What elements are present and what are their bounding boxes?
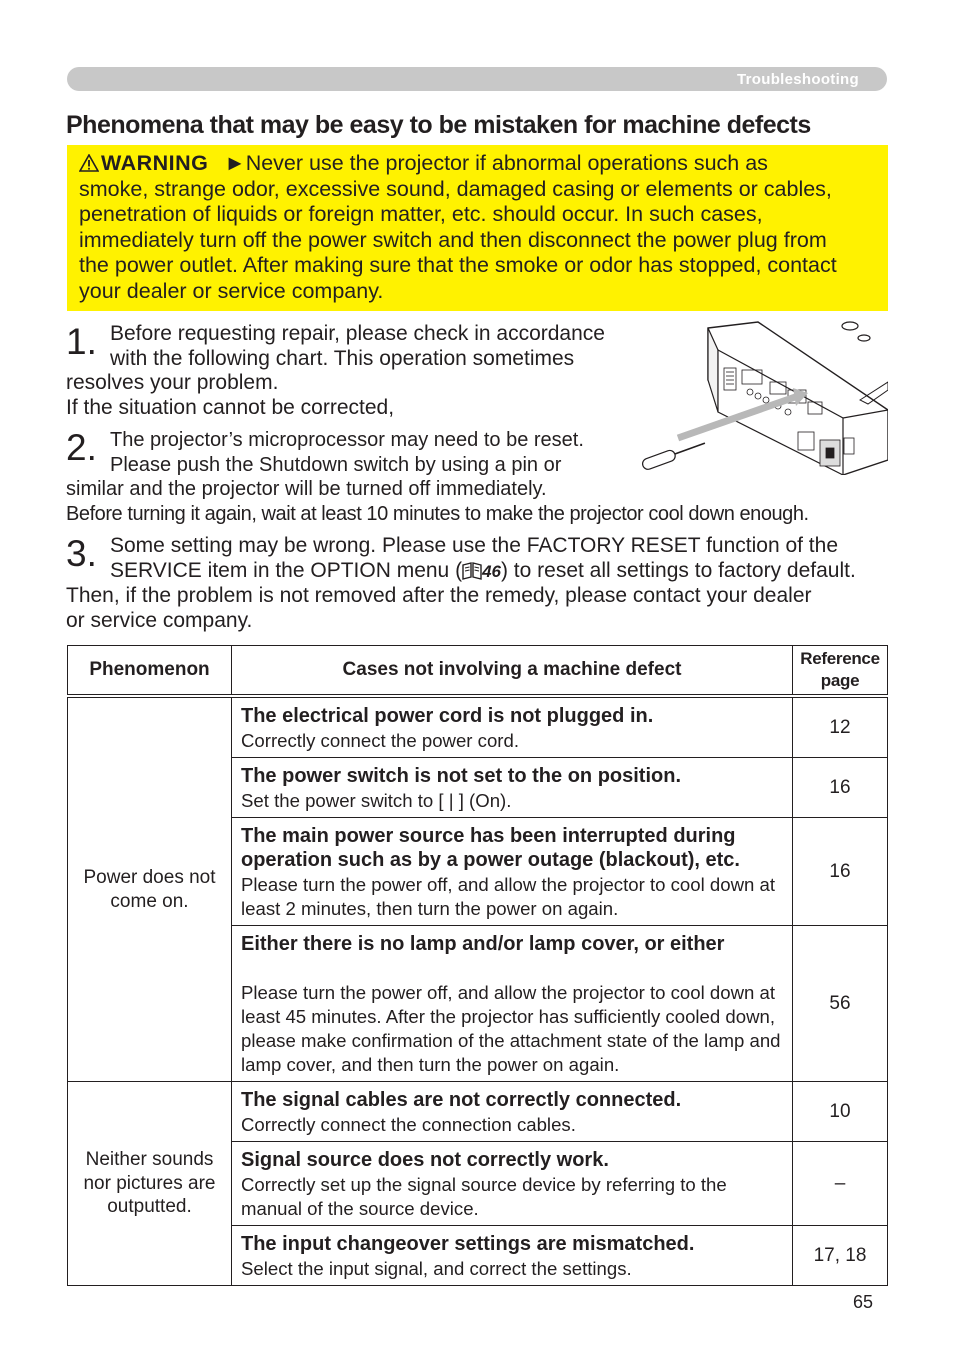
case-title: The main power source has been interrupted during operation such as by a power outage (blackout), etc. [241, 825, 740, 871]
case-title: Either there is no lamp and/or lamp cover, or either [241, 933, 725, 955]
step-3-line-3: Then, if the problem is not removed after the remedy, please contact your dealer [66, 584, 812, 607]
phenomenon-signal-line-2: nor pictures are [83, 1172, 216, 1194]
step-3-line-4: or service company. [66, 608, 253, 632]
header-phenomenon: Phenomenon [68, 646, 232, 697]
case-cell [232, 1082, 793, 1142]
warning-text-4: immediately turn off the power switch and then disconnect the power plug from [79, 227, 827, 252]
table-header-row [68, 646, 888, 697]
section-label: Troubleshooting [737, 71, 859, 88]
step-2-line-2: Please push the Shutdown switch by using a pin or [110, 453, 562, 476]
reference-page: 56 [793, 926, 888, 1082]
phenomenon-signal [68, 1082, 232, 1286]
step-3-number: 3. [66, 533, 97, 574]
warning-line-1 [79, 151, 878, 177]
reference-page: 16 [793, 758, 888, 818]
step-3-line-2 [66, 559, 856, 585]
case-cell [232, 818, 793, 926]
phenomenon-signal-line-1: Neither sounds [85, 1149, 214, 1171]
step-1-line-1: Before requesting repair, please check in accordance [110, 322, 605, 345]
step-2-line-3: similar and the projector will be turned off immediately. [66, 478, 547, 500]
header-reference [793, 646, 888, 697]
step-2-line-1: The projector’s microprocessor may need to be reset. [110, 429, 584, 451]
step-3-line-2-after: ) to reset all settings to factory default. [500, 558, 856, 582]
warning-text-5: the power outlet. After making sure that the smoke or odor has stopped, contact [79, 253, 837, 278]
step-3 [66, 534, 856, 633]
case-title: The signal cables are not correctly connected. [241, 1089, 682, 1111]
warning-label: WARNING [101, 151, 209, 175]
warning-text-6: your dealer or service company. [79, 278, 384, 303]
step-1-number: 1. [66, 321, 97, 362]
step-3-line-2-before: SERVICE item in the OPTION menu ( [110, 558, 463, 582]
page-number: 65 [852, 1292, 873, 1312]
case-text: Correctly connect the connection cables. [241, 1114, 576, 1135]
step-1-line-3: resolves your problem. [66, 371, 279, 394]
case-text: Select the input signal, and correct the settings. [241, 1258, 632, 1279]
reference-page: 16 [793, 818, 888, 926]
step-2-number: 2. [66, 427, 97, 468]
warning-box [67, 145, 888, 311]
case-cell [232, 696, 793, 758]
case-text: Please turn the power off, and allow the projector to cool down at least 45 minutes. After the projector has sufficiently cooled down, please make confirmation of the attachment state of the lamp and lamp cover, and then turn the power on again. [241, 982, 781, 1075]
phenomenon-signal-line-3: outputted. [107, 1196, 192, 1218]
case-text: Correctly set up the signal source device by referring to the manual of the source device. [241, 1174, 727, 1219]
header-reference-line-2: page [820, 671, 860, 690]
reference-page: 17, 18 [793, 1226, 888, 1286]
table-row [68, 696, 888, 758]
book-reference-icon [462, 562, 482, 580]
section-header-bar [67, 67, 887, 91]
phenomenon-power [68, 696, 232, 1082]
case-text: Correctly connect the power cord. [241, 730, 519, 751]
case-title: The electrical power cord is not plugged in. [241, 705, 654, 727]
troubleshooting-table [67, 645, 888, 1286]
case-cell [232, 1142, 793, 1226]
header-cases: Cases not involving a machine defect [232, 646, 793, 697]
warning-triangle-icon [79, 154, 99, 172]
phenomenon-power-line-1: Power does not [83, 867, 216, 888]
reference-page: – [793, 1142, 888, 1226]
header-reference-line-1: Reference [800, 649, 880, 668]
warning-text-2: smoke, strange odor, excessive sound, damaged casing or elements or cables, [79, 176, 832, 201]
case-cell [232, 758, 793, 818]
projector-illustration [638, 320, 888, 475]
case-title: The power switch is not set to the on position. [241, 765, 682, 787]
warning-text-3: penetration of liquids or foreign matter, etc. should occur. In such cases, [79, 202, 763, 227]
case-title: The input changeover settings are mismatched. [241, 1233, 695, 1255]
case-title: Signal source does not correctly work. [241, 1149, 609, 1171]
table-row [68, 1082, 888, 1142]
case-cell [232, 926, 793, 1082]
phenomenon-power-line-2: come on. [110, 890, 189, 912]
step-2-line-4: Before turning it again, wait at least 10 minutes to make the projector cool down enough. [66, 502, 809, 525]
step-1-line-4: If the situation cannot be corrected, [66, 395, 395, 419]
step-1-line-2: with the following chart. This operation sometimes [110, 346, 575, 370]
step-1 [66, 322, 605, 420]
page-title: Phenomena that may be easy to be mistaken for machine defects [66, 111, 811, 139]
case-cell [232, 1226, 793, 1286]
case-text: Set the power switch to [ | ] (On). [241, 790, 512, 811]
case-text: Please turn the power off, and allow the projector to cool down at least 2 minutes, then turn the power on again. [241, 874, 776, 919]
warning-arrow: ► [224, 151, 246, 175]
reference-page: 10 [793, 1082, 888, 1142]
step-3-reference-link[interactable]: 46 [482, 561, 501, 581]
step-3-line-1: Some setting may be wrong. Please use the FACTORY RESET function of the [110, 534, 838, 557]
reference-page: 12 [793, 696, 888, 758]
warning-text-1: Never use the projector if abnormal operations such as [245, 151, 768, 175]
